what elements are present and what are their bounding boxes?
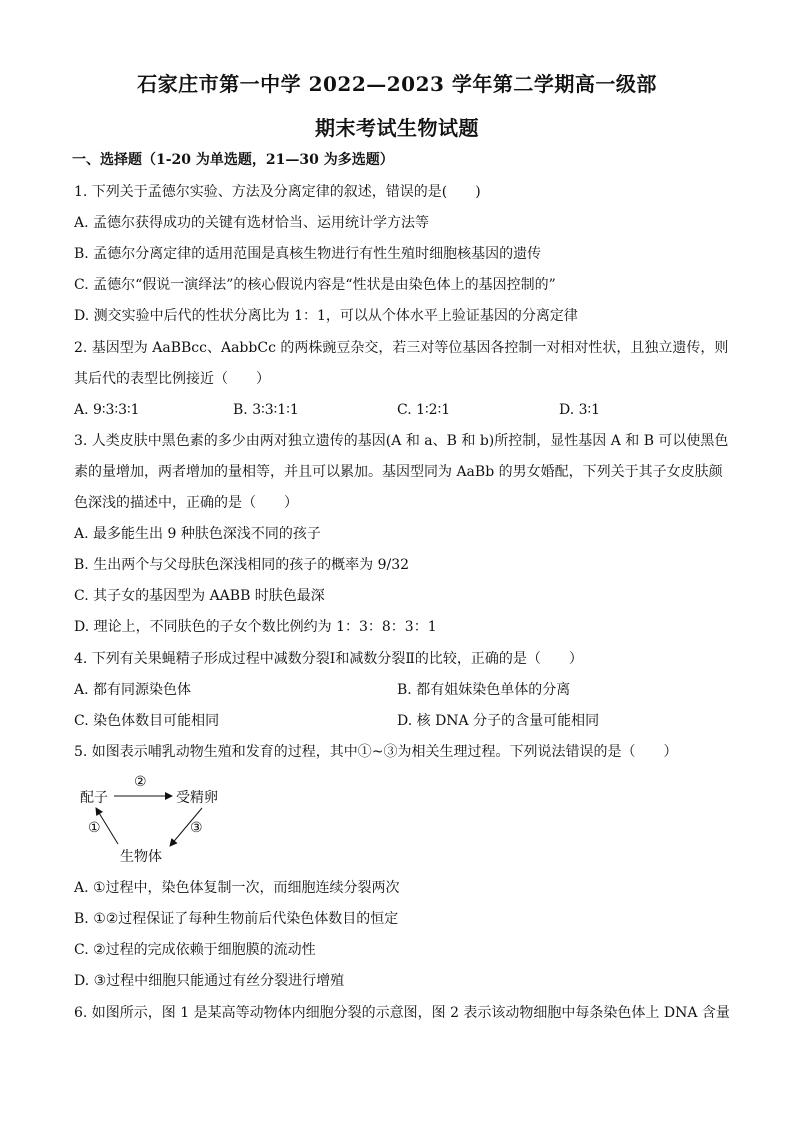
question-4-option-b: B. 都有姐妹染色单体的分离	[397, 682, 571, 698]
diagram-label-process-3: ③	[190, 820, 203, 836]
question-4-option-c: C. 染色体数目可能相同	[74, 713, 220, 729]
diagram-label-process-1: ①	[88, 820, 101, 836]
question-2-option-d: D. 3∶1	[559, 402, 601, 418]
question-1-option-b: B. 孟德尔分离定律的适用范围是真核生物进行有性生殖时细胞核基因的遗传	[74, 246, 542, 262]
question-2-option-a: A. 9∶3∶3∶1	[74, 402, 140, 418]
question-3-option-c: C. 其子女的基因型为 AABB 时肤色最深	[74, 588, 325, 604]
question-1-stem: 1. 下列关于孟德尔实验、方法及分离定律的叙述，错误的是( )	[74, 184, 481, 200]
question-2-option-c: C. 1∶2∶1	[397, 402, 451, 418]
question-5-option-d: D. ③过程中细胞只能通过有丝分裂进行增殖	[74, 973, 345, 989]
question-3-option-d: D. 理论上，不同肤色的子女个数比例约为 1：3：8：3：1	[74, 619, 437, 635]
question-2-option-b: B. 3∶3∶1∶1	[233, 402, 299, 418]
exam-title-line2: 期末考试生物试题	[315, 116, 479, 140]
diagram-label-process-2: ②	[134, 774, 147, 790]
diagram-label-organism: 生物体	[120, 849, 162, 865]
diagram-arrows	[76, 772, 256, 864]
question-3-option-b: B. 生出两个与父母肤色深浅相同的孩子的概率为 9/32	[74, 557, 410, 573]
question-5-option-b: B. ①②过程保证了每种生物前后代染色体数目的恒定	[74, 911, 399, 927]
question-2-stem-line1: 2. 基因型为 AaBBcc、AabbCc 的两株豌豆杂交，若三对等位基因各控制一对相对性状，且独立遗传，则	[74, 340, 729, 356]
question-3-stem-line1: 3. 人类皮肤中黑色素的多少由两对独立遗传的基因(A 和 a、B 和 b)所控制，显性基因 A 和 B 可以使黑色	[74, 433, 729, 449]
question-4-option-a: A. 都有同源染色体	[74, 682, 192, 698]
reproduction-cycle-diagram	[76, 772, 256, 864]
question-5-option-c: C. ②过程的完成依赖于细胞膜的流动性	[74, 942, 316, 958]
question-4-option-d: D. 核 DNA 分子的含量可能相同	[397, 713, 600, 729]
question-3-stem-line2: 素的量增加，两者增加的量相等，并且可以累加。基因型同为 AaBb 的男女婚配，下列关于其子女皮肤颜	[74, 464, 723, 480]
exam-title-line1: 石家庄市第一中学 2022—2023 学年第二学期高一级部	[137, 72, 657, 96]
question-3-option-a: A. 最多能生出 9 种肤色深浅不同的孩子	[74, 526, 321, 542]
diagram-label-gamete: 配子	[80, 790, 108, 806]
section-heading: 一、选择题（1-20 为单选题，21—30 为多选题）	[72, 152, 394, 168]
question-5-option-a: A. ①过程中，染色体复制一次，而细胞连续分裂两次	[74, 880, 400, 896]
question-4-stem: 4. 下列有关果蝇精子形成过程中减数分裂Ⅰ和减数分裂Ⅱ的比较，正确的是（ ）	[74, 651, 583, 667]
diagram-label-zygote: 受精卵	[176, 790, 218, 806]
question-5-stem: 5. 如图表示哺乳动物生殖和发育的过程，其中①~③为相关生理过程。下列说法错误的是（ ）	[74, 744, 678, 760]
question-6-stem-line1: 6. 如图所示，图 1 是某高等动物体内细胞分裂的示意图，图 2 表示该动物细胞中每条染色体上 DNA 含量	[74, 1005, 730, 1021]
question-1-option-d: D. 测交实验中后代的性状分离比为 1：1，可以从个体水平上验证基因的分离定律	[74, 308, 578, 324]
question-1-option-a: A. 孟德尔获得成功的关键有选材恰当、运用统计学方法等	[74, 215, 430, 231]
question-1-option-c: C. 孟德尔“假说一演绎法”的核心假说内容是“性状是由染色体上的基因控制的”	[74, 277, 556, 293]
question-2-stem-line2: 其后代的表型比例接近（ ）	[74, 371, 270, 387]
question-3-stem-line3: 色深浅的描述中，正确的是（ ）	[74, 495, 298, 511]
